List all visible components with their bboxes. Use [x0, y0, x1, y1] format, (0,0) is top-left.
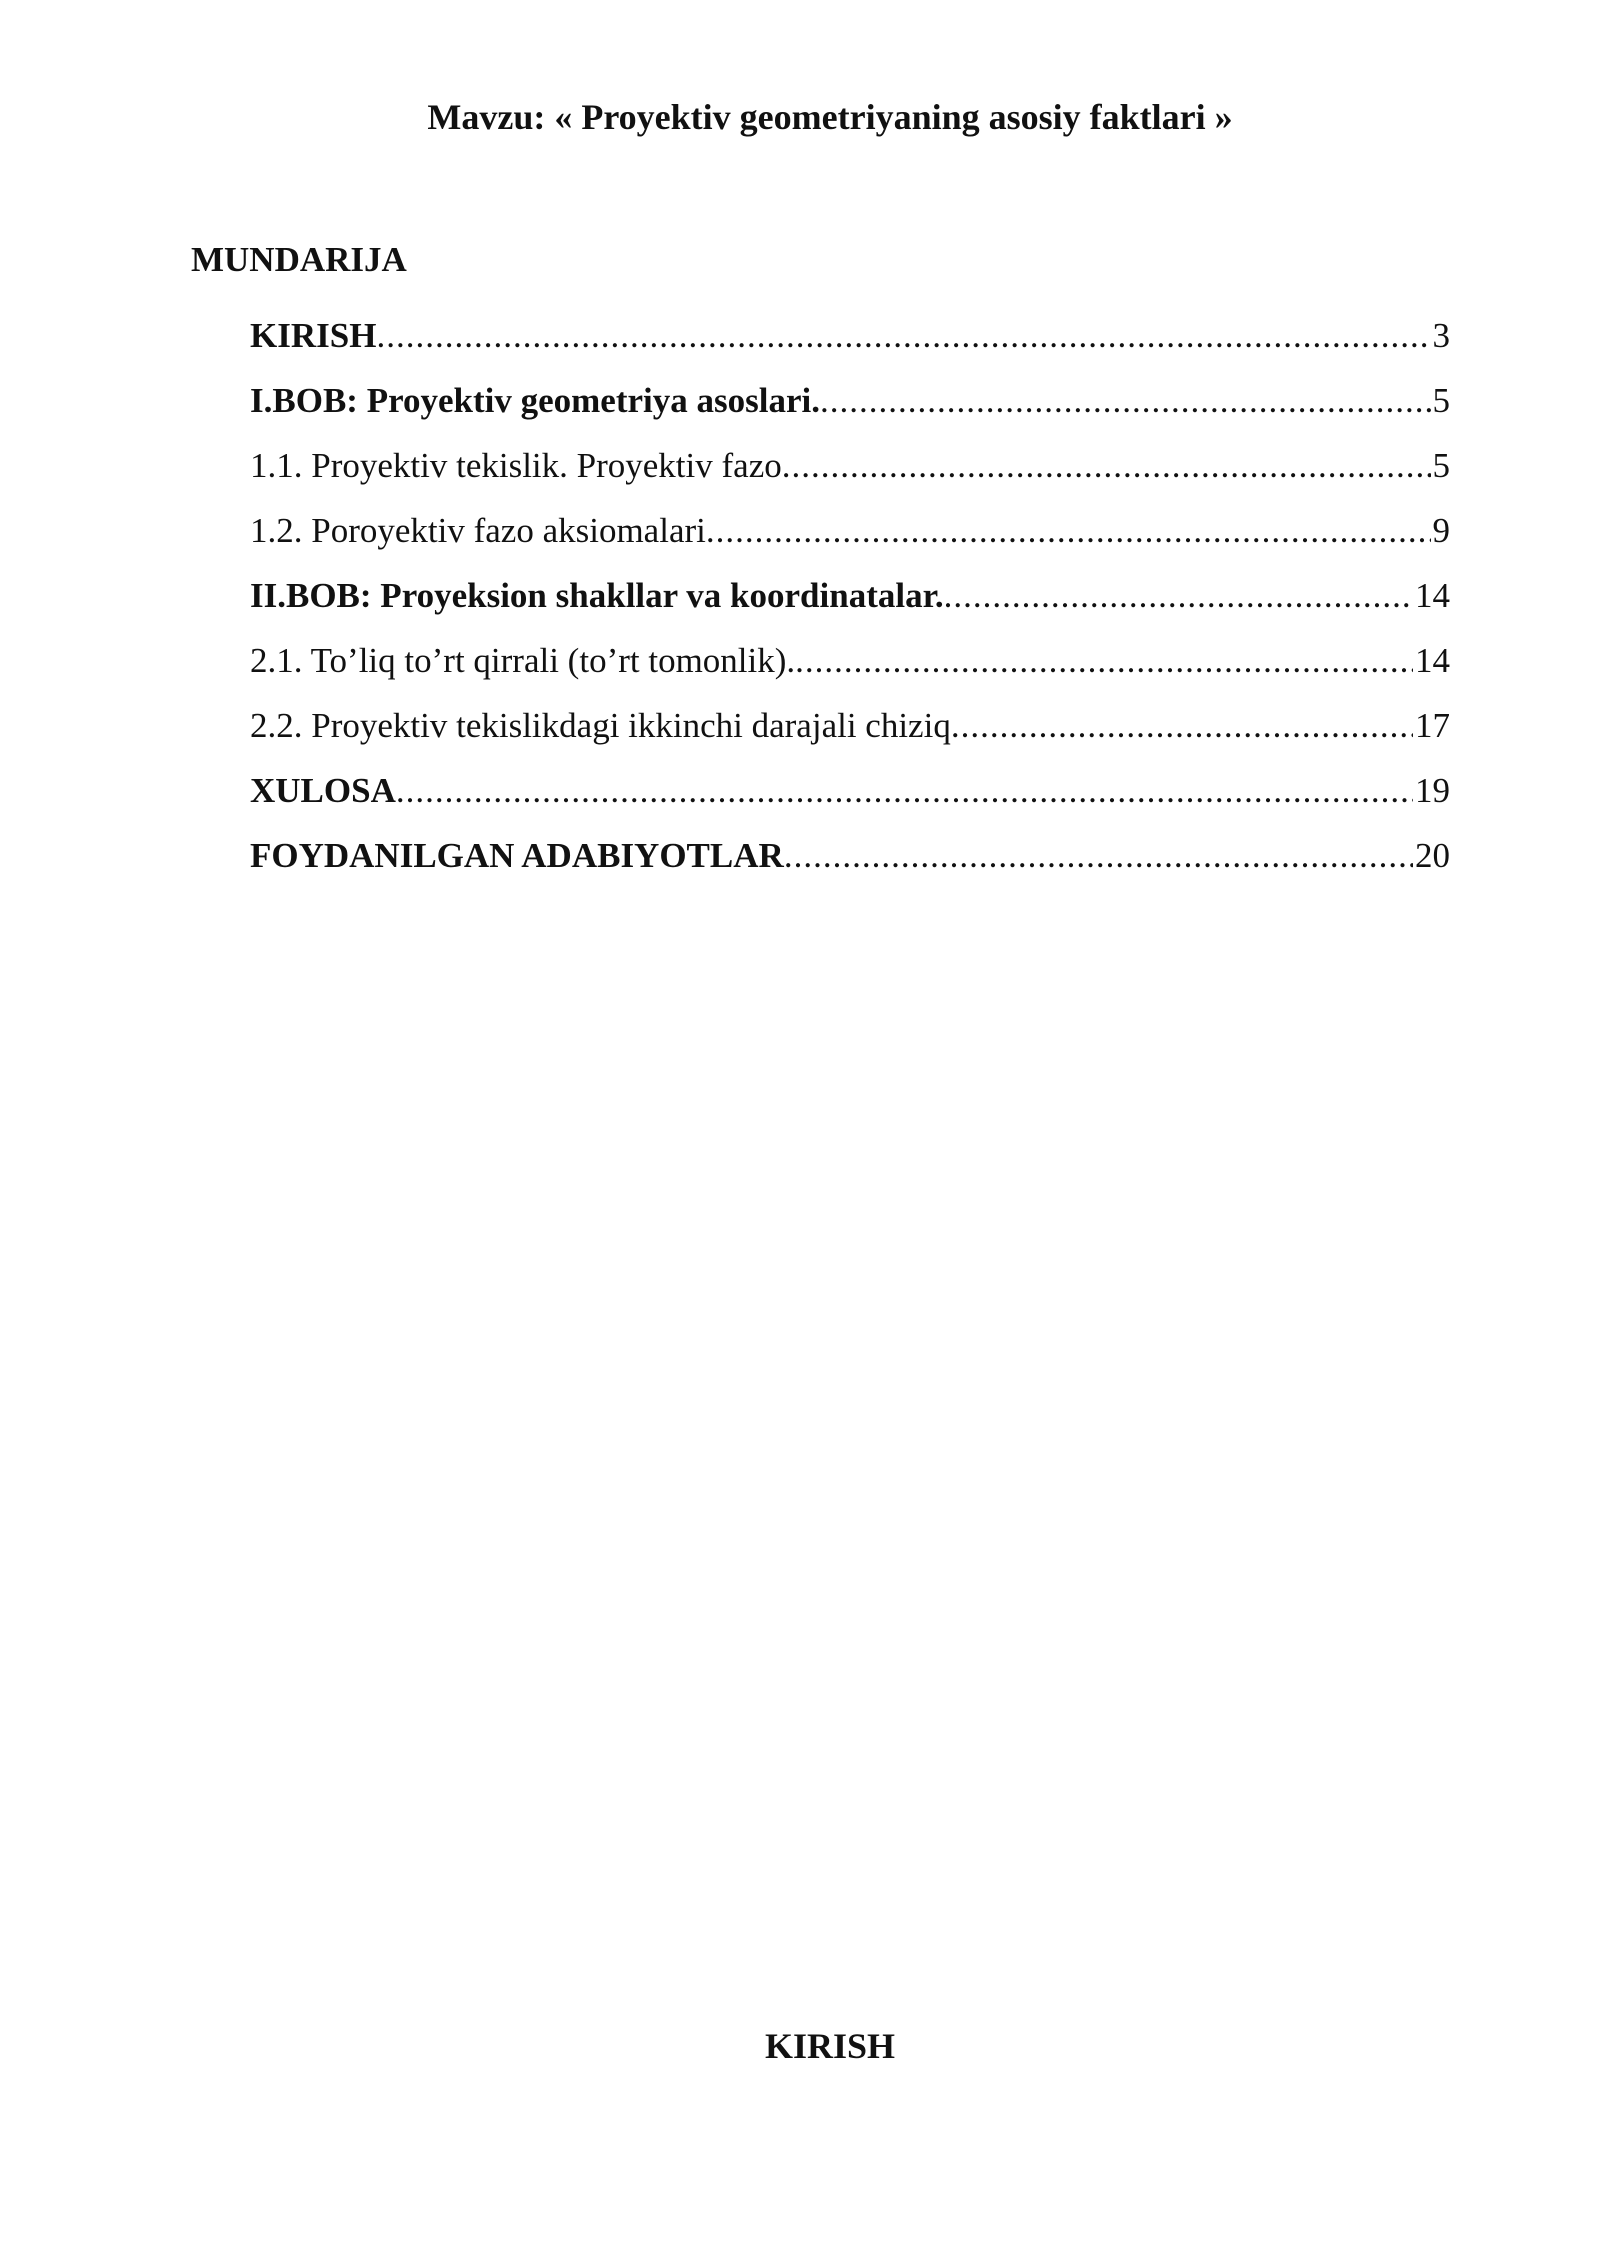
toc-entry-label: XULOSA	[250, 771, 396, 810]
toc-dot-leader	[820, 377, 1431, 425]
toc-entry[interactable]	[250, 507, 1450, 572]
toc-entry-page: 5	[1432, 381, 1450, 420]
toc-entry[interactable]	[250, 442, 1450, 507]
toc-entry-page: 19	[1415, 771, 1450, 810]
section-heading: KIRISH	[764, 2026, 896, 2066]
toc-entry-page: 20	[1415, 836, 1450, 875]
toc-dot-leader	[795, 637, 1413, 685]
toc-entry[interactable]	[250, 572, 1450, 637]
toc-entry[interactable]	[250, 637, 1450, 702]
toc-entry-label: II.BOB: Proyeksion shakllar va koordinatalar.	[250, 576, 944, 615]
toc-entry[interactable]	[250, 312, 1450, 377]
toc-dot-leader	[396, 767, 1413, 815]
toc-entry-label: 2.2. Proyektiv tekislikdagi ikkinchi darajali chiziq	[250, 706, 951, 745]
toc-dot-leader	[706, 507, 1431, 555]
toc-entry-label: FOYDANILGAN ADABIYOTLAR	[250, 836, 784, 875]
table-of-contents	[250, 312, 1450, 897]
toc-entry-page: 9	[1432, 511, 1450, 550]
toc-dot-leader	[782, 442, 1431, 490]
toc-entry-page: 14	[1415, 641, 1450, 680]
toc-heading: MUNDARIJA	[191, 240, 407, 279]
toc-entry[interactable]	[250, 767, 1450, 832]
toc-entry-label: KIRISH	[250, 316, 377, 355]
toc-entry[interactable]	[250, 702, 1450, 767]
document-title: Mavzu: « Proyektiv geometriyaning asosiy faktlari »	[427, 97, 1233, 137]
toc-entry-page: 14	[1415, 576, 1450, 615]
toc-dot-leader	[951, 702, 1413, 750]
toc-entry-page: 5	[1432, 446, 1450, 485]
toc-dot-leader	[784, 832, 1413, 880]
toc-dot-leader	[376, 312, 1430, 360]
toc-dot-leader	[944, 572, 1413, 620]
toc-entry-label: I.BOB: Proyektiv geometriya asoslari.	[250, 381, 820, 420]
toc-entry-label: 2.1. To’liq to’rt qirrali (to’rt tomonlik).	[250, 641, 796, 680]
toc-entry-page: 17	[1415, 706, 1450, 745]
toc-entry[interactable]	[250, 832, 1450, 897]
toc-entry-label: 1.2. Poroyektiv fazo aksiomalari	[250, 511, 706, 550]
toc-entry[interactable]	[250, 377, 1450, 442]
toc-entry-label: 1.1. Proyektiv tekislik. Proyektiv fazo	[250, 446, 782, 485]
toc-entry-page: 3	[1432, 316, 1450, 355]
